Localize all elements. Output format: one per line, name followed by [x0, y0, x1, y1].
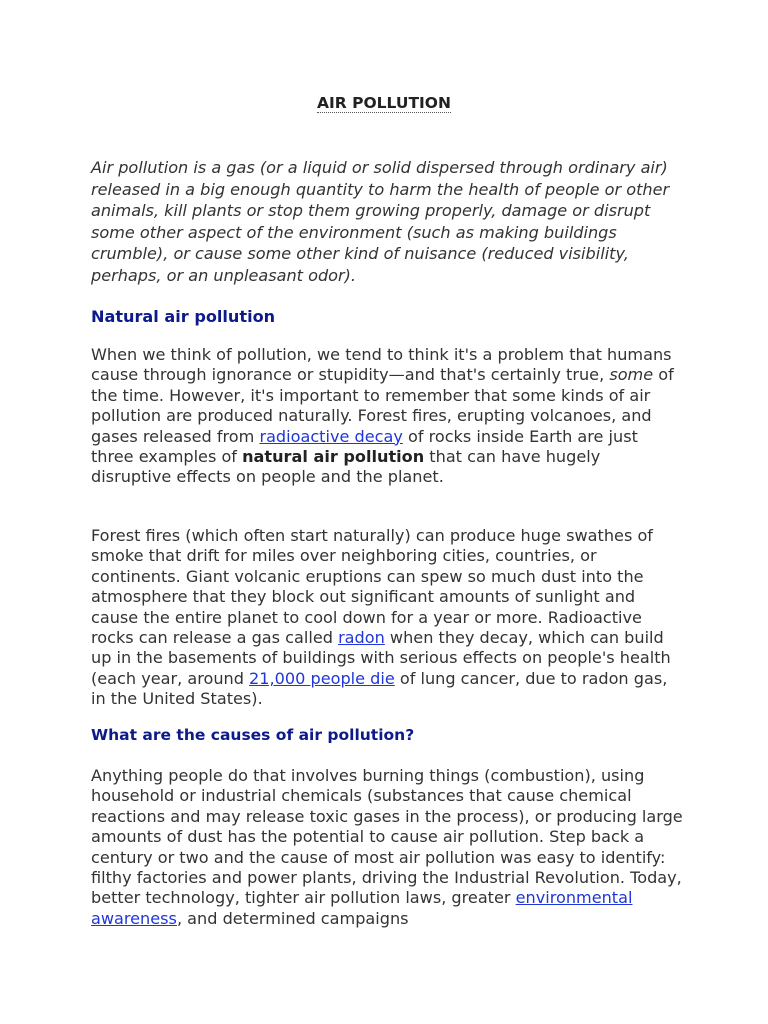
- text-span: Forest fires (which often start naturally) can produce huge swathes of smoke that drift for miles over neighboring cities, countries, or continents. Giant volcanic eruptions can spew so much dust into the atmosphere that they block out significant amounts of sunlight and cause the entire planet to cool down for a year or more. Radioactive rocks can release a gas called: [91, 526, 653, 648]
- text-span: of rocks inside Earth are just three examples of: [91, 426, 638, 467]
- text-span: Anything people do that involves burning things (combustion), using household or industrial chemicals (substances that cause chemical reactions and may release toxic gases in the process), or producing large amounts of dust has the potential to cause air pollution. Step back a century or two and the cause of most air pollution was easy to identify: filthy factories and power plants, driving the Industrial Revolution. Today, better technology, tighter air pollution laws, greater: [91, 766, 683, 908]
- document-title-text: AIR POLLUTION: [317, 94, 451, 112]
- intro-paragraph: Air pollution is a gas (or a liquid or solid dispersed through ordinary air) released in a big enough quantity to harm the health of people or other animals, kill plants or stop them growing properly, damage or disrupt some other aspect of the environment (such as making buildings crumble), or cause some other kind of nuisance (reduced visibility, perhaps, or an unpleasant odor).: [91, 158, 670, 285]
- natural-pollution-paragraph-2: [91, 526, 683, 710]
- document-title: [91, 93, 677, 113]
- causes-heading: What are the causes of air pollution?: [91, 726, 415, 744]
- text-span: of lung cancer, due to radon gas, in the United States).: [91, 668, 668, 709]
- radon-deaths-link[interactable]: 21,000 people die: [249, 668, 395, 688]
- environmental-awareness-link[interactable]: environmental awareness: [91, 888, 633, 928]
- text-span: , and determined campaigns: [176, 908, 409, 928]
- radon-link[interactable]: radon: [338, 628, 385, 648]
- text-span: that can have hugely disruptive effects on people and the planet.: [91, 447, 601, 487]
- bold-natural-air-pollution: natural air pollution: [242, 447, 425, 467]
- radioactive-decay-link[interactable]: radioactive decay: [259, 426, 403, 446]
- text-span: When we think of pollution, we tend to think it's a problem that humans cause through ignorance or stupidity—and that's certainly true,: [91, 345, 672, 385]
- text-span: of the time. However, it's important to remember that some kinds of air pollution are produced naturally. Forest fires, erupting volcanoes, and gases released from: [91, 365, 674, 446]
- text-span: when they decay, which can build up in the basements of buildings with serious effects on people's health (each year, around: [91, 628, 671, 688]
- natural-air-pollution-heading: Natural air pollution: [91, 307, 276, 326]
- emphasis-some: some: [609, 365, 654, 385]
- causes-paragraph-1: [91, 766, 683, 929]
- natural-pollution-paragraph-1: [91, 345, 683, 488]
